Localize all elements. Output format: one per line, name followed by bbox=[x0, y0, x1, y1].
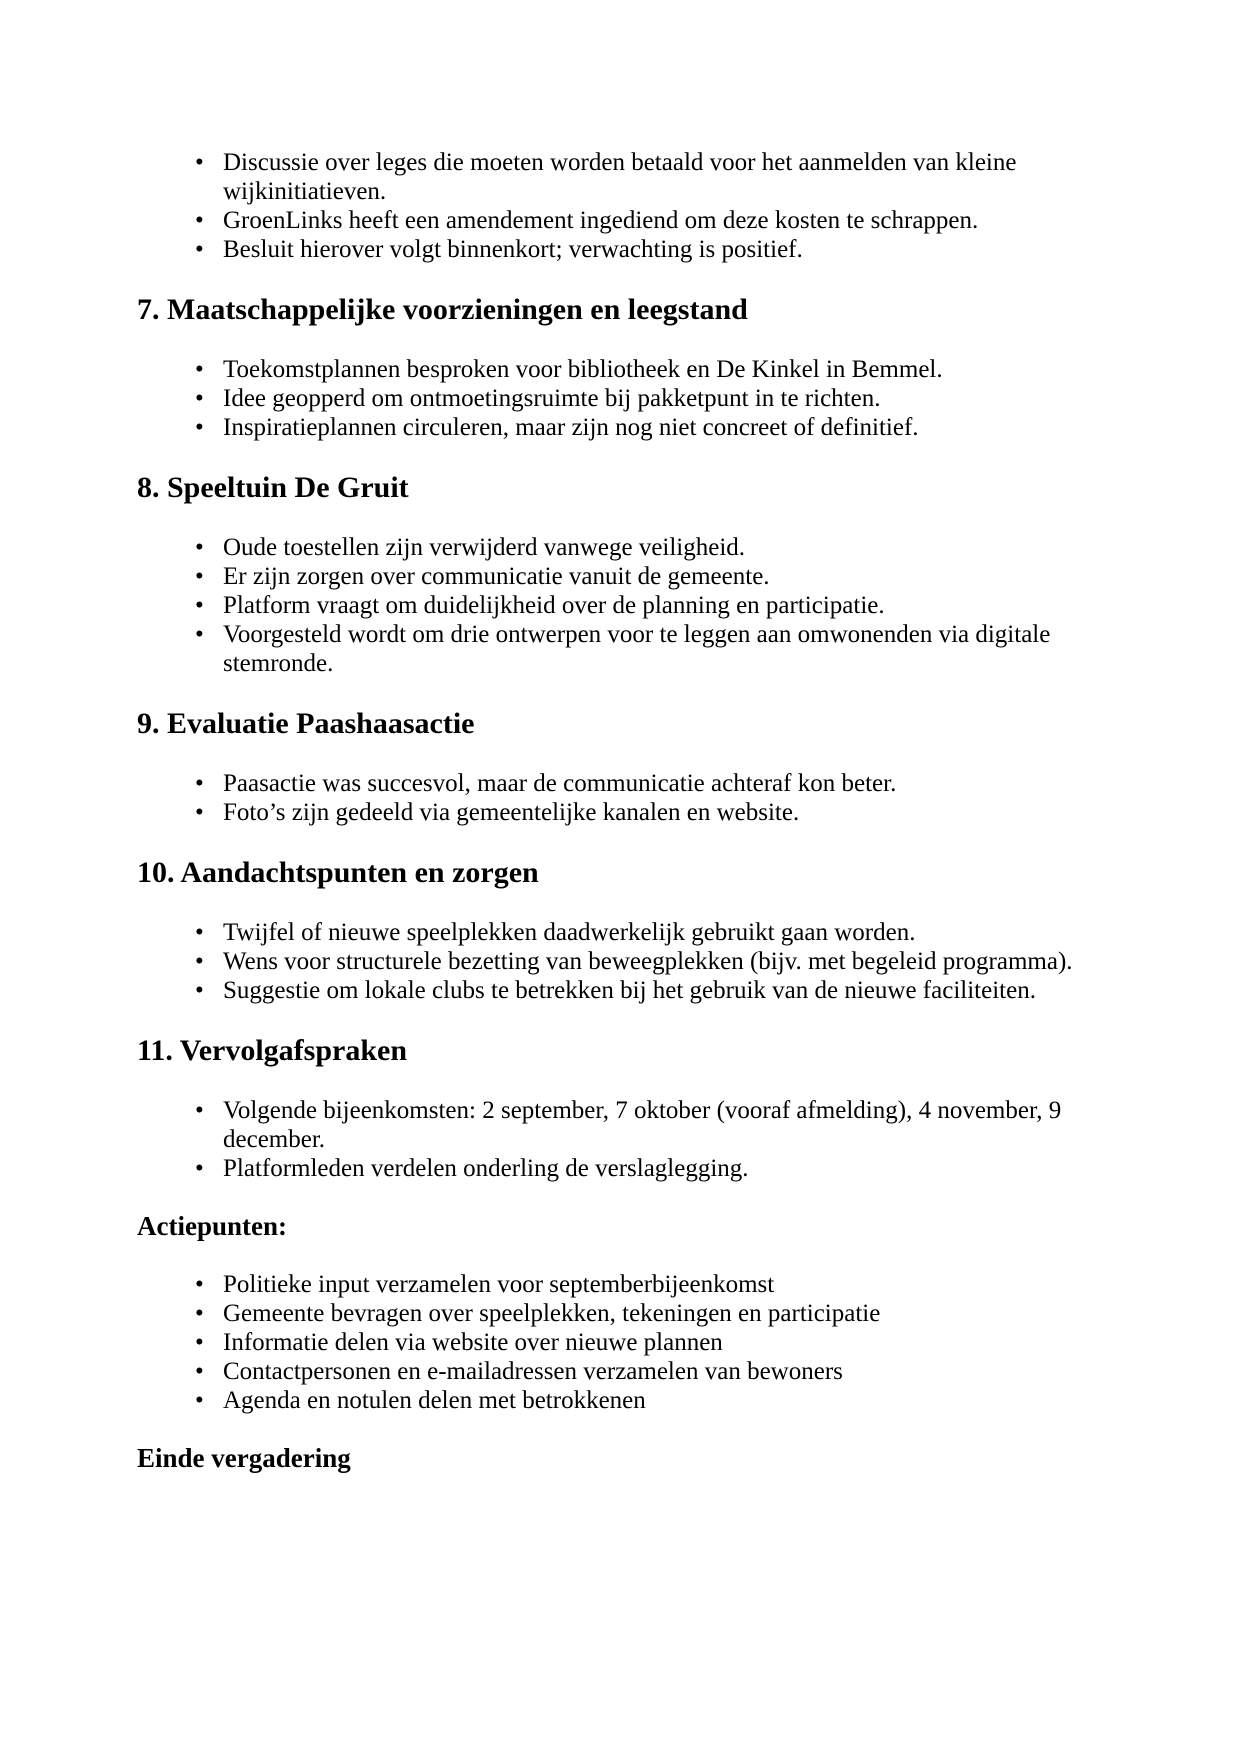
list-item: • Besluit hierover volgt binnenkort; verwachting is positief. bbox=[223, 235, 1141, 264]
list-item: • Gemeente bevragen over speelplekken, tekeningen en participatie bbox=[223, 1299, 1141, 1328]
list-item: • Wens voor structurele bezetting van beweegplekken (bijv. met begeleid programma). bbox=[223, 947, 1141, 976]
bullet-list-intro bbox=[137, 148, 1141, 264]
list-item: • Volgende bijeenkomsten: 2 september, 7 oktober (vooraf afmelding), 4 november, 9 december. bbox=[223, 1096, 1141, 1154]
section-heading-10: 10. Aandachtspunten en zorgen bbox=[137, 856, 539, 889]
list-item: • Foto’s zijn gedeeld via gemeentelijke kanalen en website. bbox=[223, 798, 1141, 827]
list-item: • Twijfel of nieuwe speelplekken daadwerkelijk gebruikt gaan worden. bbox=[223, 918, 1141, 947]
bullet-list-section-11 bbox=[137, 1096, 1141, 1183]
list-item: • GroenLinks heeft een amendement ingediend om deze kosten te schrappen. bbox=[223, 206, 1141, 235]
bullet-list-section-7 bbox=[137, 355, 1141, 442]
list-item: • Inspiratieplannen circuleren, maar zijn nog niet concreet of definitief. bbox=[223, 413, 1141, 442]
list-item: • Paasactie was succesvol, maar de communicatie achteraf kon beter. bbox=[223, 769, 1141, 798]
list-item: • Contactpersonen en e-mailadressen verzamelen van bewoners bbox=[223, 1357, 1141, 1386]
list-item: • Politieke input verzamelen voor septemberbijeenkomst bbox=[223, 1270, 1141, 1299]
list-item: • Discussie over leges die moeten worden betaald voor het aanmelden van kleine wijkinitiatieven. bbox=[223, 148, 1141, 206]
action-items-heading: Actiepunten: bbox=[137, 1211, 287, 1241]
section-heading-8: 8. Speeltuin De Gruit bbox=[137, 471, 409, 504]
bullet-list-section-8 bbox=[137, 533, 1141, 678]
section-heading-7: 7. Maatschappelijke voorzieningen en leegstand bbox=[137, 293, 748, 326]
list-item: • Informatie delen via website over nieuwe plannen bbox=[223, 1328, 1141, 1357]
list-item: • Suggestie om lokale clubs te betrekken bij het gebruik van de nieuwe faciliteiten. bbox=[223, 976, 1141, 1005]
list-item: • Idee geopperd om ontmoetingsruimte bij pakketpunt in te richten. bbox=[223, 384, 1141, 413]
section-heading-11: 11. Vervolgafspraken bbox=[137, 1034, 408, 1067]
list-item: • Platform vraagt om duidelijkheid over de planning en participatie. bbox=[223, 591, 1141, 620]
closing-heading: Einde vergadering bbox=[137, 1443, 351, 1473]
bullet-list-section-9 bbox=[137, 769, 1141, 827]
list-item: • Toekomstplannen besproken voor bibliotheek en De Kinkel in Bemmel. bbox=[223, 355, 1141, 384]
list-item: • Agenda en notulen delen met betrokkenen bbox=[223, 1386, 1141, 1415]
list-item: • Platformleden verdelen onderling de verslaglegging. bbox=[223, 1154, 1141, 1183]
section-heading-9: 9. Evaluatie Paashaasactie bbox=[137, 707, 475, 740]
list-item: • Oude toestellen zijn verwijderd vanwege veiligheid. bbox=[223, 533, 1141, 562]
bullet-list-section-10 bbox=[137, 918, 1141, 1005]
bullet-list-action-items bbox=[137, 1270, 1141, 1415]
list-item: • Voorgesteld wordt om drie ontwerpen voor te leggen aan omwonenden via digitale stemronde. bbox=[223, 620, 1141, 678]
list-item: • Er zijn zorgen over communicatie vanuit de gemeente. bbox=[223, 562, 1141, 591]
